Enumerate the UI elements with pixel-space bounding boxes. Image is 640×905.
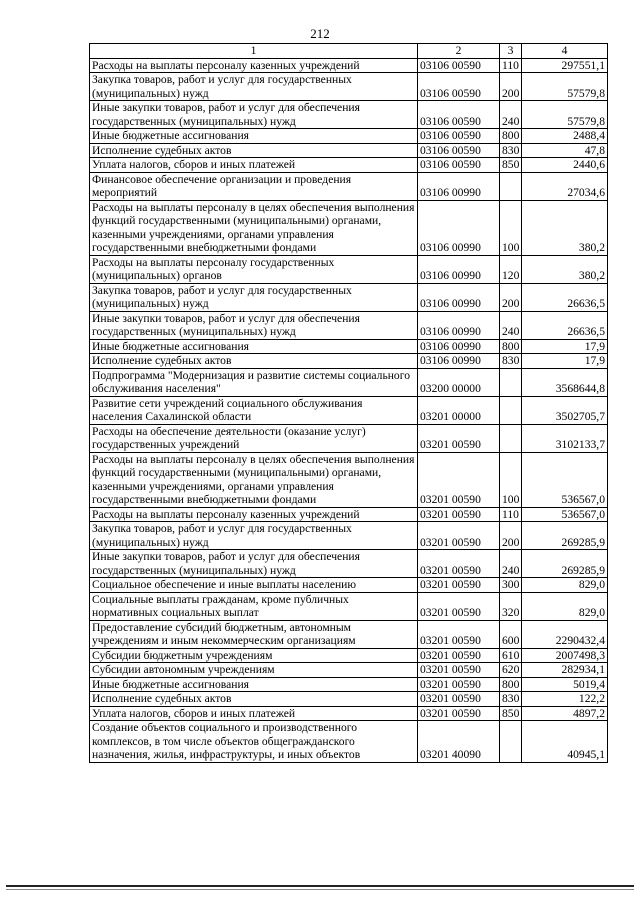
row-vr: 600	[500, 620, 522, 648]
row-amount: 17,9	[522, 339, 608, 354]
row-amount: 829,0	[522, 592, 608, 620]
row-vr	[500, 172, 522, 200]
row-name: Расходы на выплаты персоналу в целях обеспечения выполнения функций государственными (муниципальными) органами, казенными учреждениями, органами управления государственными внебюджетными фондами	[90, 452, 418, 507]
row-amount: 2488,4	[522, 129, 608, 144]
row-code: 03201 00590	[418, 663, 500, 678]
row-code: 03106 00990	[418, 354, 500, 369]
row-code: 03201 00590	[418, 648, 500, 663]
row-vr	[500, 721, 522, 763]
row-amount: 2440,6	[522, 158, 608, 173]
table-row	[90, 158, 608, 173]
row-amount: 380,2	[522, 200, 608, 255]
row-vr: 240	[500, 311, 522, 339]
row-vr: 620	[500, 663, 522, 678]
row-code: 03201 00590	[418, 677, 500, 692]
row-code: 03106 00590	[418, 129, 500, 144]
row-vr: 850	[500, 158, 522, 173]
row-code: 03106 00990	[418, 283, 500, 311]
row-name: Субсидии автономным учреждениям	[90, 663, 418, 678]
row-name: Иные бюджетные ассигнования	[90, 339, 418, 354]
bottom-rule	[6, 885, 634, 887]
row-name: Расходы на выплаты персоналу государственных (муниципальных) органов	[90, 255, 418, 283]
row-vr: 830	[500, 354, 522, 369]
row-amount: 536567,0	[522, 507, 608, 522]
table-row	[90, 592, 608, 620]
table-row	[90, 311, 608, 339]
row-amount: 47,8	[522, 143, 608, 158]
table-row	[90, 424, 608, 452]
row-name: Расходы на обеспечение деятельности (оказание услуг) государственных учреждений	[90, 424, 418, 452]
row-code: 03201 00590	[418, 692, 500, 707]
row-code: 03106 00590	[418, 58, 500, 73]
row-vr: 200	[500, 522, 522, 550]
row-amount: 26636,5	[522, 283, 608, 311]
column-header-name: 1	[90, 44, 418, 59]
row-amount: 2007498,3	[522, 648, 608, 663]
table-row	[90, 283, 608, 311]
table-row	[90, 255, 608, 283]
row-name: Предоставление субсидий бюджетным, автономным учреждениям и иным некоммерческим организациям	[90, 620, 418, 648]
row-vr	[500, 396, 522, 424]
row-code: 03106 00990	[418, 311, 500, 339]
budget-table	[89, 43, 608, 763]
table-row	[90, 354, 608, 369]
row-amount: 269285,9	[522, 550, 608, 578]
row-code: 03106 00590	[418, 101, 500, 129]
row-vr: 830	[500, 143, 522, 158]
row-code: 03106 00990	[418, 200, 500, 255]
row-amount: 282934,1	[522, 663, 608, 678]
row-name: Исполнение судебных актов	[90, 692, 418, 707]
row-amount: 57579,8	[522, 73, 608, 101]
row-amount: 4897,2	[522, 706, 608, 721]
row-vr: 850	[500, 706, 522, 721]
page-number: 212	[310, 26, 330, 41]
row-code: 03201 00590	[418, 620, 500, 648]
table-row	[90, 368, 608, 396]
table-row	[90, 550, 608, 578]
row-vr: 110	[500, 507, 522, 522]
row-name: Исполнение судебных актов	[90, 354, 418, 369]
table-row	[90, 143, 608, 158]
row-code: 03106 00590	[418, 143, 500, 158]
row-name: Закупка товаров, работ и услуг для государственных (муниципальных) нужд	[90, 283, 418, 311]
table-row	[90, 507, 608, 522]
table-row	[90, 200, 608, 255]
row-amount: 297551,1	[522, 58, 608, 73]
row-amount: 3568644,8	[522, 368, 608, 396]
row-code: 03201 00590	[418, 507, 500, 522]
row-vr: 100	[500, 200, 522, 255]
row-code: 03106 00990	[418, 255, 500, 283]
row-amount: 122,2	[522, 692, 608, 707]
table-row	[90, 578, 608, 593]
row-name: Иные бюджетные ассигнования	[90, 677, 418, 692]
row-vr	[500, 424, 522, 452]
row-amount: 269285,9	[522, 522, 608, 550]
row-amount: 3102133,7	[522, 424, 608, 452]
row-amount: 2290432,4	[522, 620, 608, 648]
row-code: 03200 00000	[418, 368, 500, 396]
row-name: Расходы на выплаты персоналу казенных учреждений	[90, 507, 418, 522]
row-amount: 380,2	[522, 255, 608, 283]
table-header-row	[90, 44, 608, 59]
row-amount: 3502705,7	[522, 396, 608, 424]
row-name: Развитие сети учреждений социального обслуживания населения Сахалинской области	[90, 396, 418, 424]
table-row	[90, 706, 608, 721]
table-row	[90, 339, 608, 354]
row-amount: 26636,5	[522, 311, 608, 339]
row-vr: 200	[500, 73, 522, 101]
row-name: Расходы на выплаты персоналу в целях обеспечения выполнения функций государственными (муниципальными) органами, казенными учреждениями, органами управления государственными внебюджетными фондами	[90, 200, 418, 255]
row-code: 03201 00590	[418, 522, 500, 550]
table-row	[90, 129, 608, 144]
row-name: Закупка товаров, работ и услуг для государственных (муниципальных) нужд	[90, 522, 418, 550]
table-row	[90, 396, 608, 424]
row-vr: 830	[500, 692, 522, 707]
row-amount: 5019,4	[522, 677, 608, 692]
table-row	[90, 101, 608, 129]
row-name: Социальные выплаты гражданам, кроме публичных нормативных социальных выплат	[90, 592, 418, 620]
row-vr: 800	[500, 339, 522, 354]
bottom-rule-thin	[6, 889, 634, 890]
row-name: Уплата налогов, сборов и иных платежей	[90, 158, 418, 173]
row-code: 03106 00990	[418, 339, 500, 354]
row-vr: 610	[500, 648, 522, 663]
row-name: Иные закупки товаров, работ и услуг для обеспечения государственных (муниципальных) нужд	[90, 550, 418, 578]
table-row	[90, 663, 608, 678]
row-vr: 240	[500, 550, 522, 578]
row-amount: 27034,6	[522, 172, 608, 200]
row-name: Иные закупки товаров, работ и услуг для обеспечения государственных (муниципальных) нужд	[90, 101, 418, 129]
row-code: 03201 00590	[418, 550, 500, 578]
table-row	[90, 452, 608, 507]
table-row	[90, 692, 608, 707]
row-amount: 57579,8	[522, 101, 608, 129]
row-vr: 320	[500, 592, 522, 620]
row-amount: 536567,0	[522, 452, 608, 507]
row-code: 03201 40090	[418, 721, 500, 763]
row-name: Иные бюджетные ассигнования	[90, 129, 418, 144]
table-row	[90, 721, 608, 763]
row-name: Финансовое обеспечение организации и проведения мероприятий	[90, 172, 418, 200]
column-header-vr: 3	[500, 44, 522, 59]
row-vr: 100	[500, 452, 522, 507]
row-name: Подпрограмма "Модернизация и развитие системы социального обслуживания населения"	[90, 368, 418, 396]
column-header-amount: 4	[522, 44, 608, 59]
row-vr: 120	[500, 255, 522, 283]
row-code: 03201 00590	[418, 592, 500, 620]
row-code: 03201 00590	[418, 578, 500, 593]
row-name: Создание объектов социального и производственного комплексов, в том числе объектов общегражданского назначения, жилья, инфраструктуры, и иных объектов	[90, 721, 418, 763]
table-row	[90, 58, 608, 73]
row-code: 03201 00590	[418, 452, 500, 507]
row-amount: 829,0	[522, 578, 608, 593]
table-row	[90, 677, 608, 692]
table-row	[90, 172, 608, 200]
row-vr: 200	[500, 283, 522, 311]
table-row	[90, 522, 608, 550]
row-vr: 800	[500, 677, 522, 692]
row-vr	[500, 368, 522, 396]
column-header-code: 2	[418, 44, 500, 59]
row-code: 03106 00590	[418, 73, 500, 101]
row-amount: 40945,1	[522, 721, 608, 763]
row-code: 03106 00590	[418, 158, 500, 173]
row-vr: 110	[500, 58, 522, 73]
row-code: 03106 00990	[418, 172, 500, 200]
row-name: Исполнение судебных актов	[90, 143, 418, 158]
row-vr: 300	[500, 578, 522, 593]
table-row	[90, 648, 608, 663]
table-row	[90, 620, 608, 648]
row-name: Уплата налогов, сборов и иных платежей	[90, 706, 418, 721]
row-vr: 240	[500, 101, 522, 129]
table-row	[90, 73, 608, 101]
row-name: Иные закупки товаров, работ и услуг для обеспечения государственных (муниципальных) нужд	[90, 311, 418, 339]
row-code: 03201 00000	[418, 396, 500, 424]
row-name: Социальное обеспечение и иные выплаты населению	[90, 578, 418, 593]
row-code: 03201 00590	[418, 706, 500, 721]
row-name: Закупка товаров, работ и услуг для государственных (муниципальных) нужд	[90, 73, 418, 101]
row-vr: 800	[500, 129, 522, 144]
row-amount: 17,9	[522, 354, 608, 369]
row-name: Субсидии бюджетным учреждениям	[90, 648, 418, 663]
row-name: Расходы на выплаты персоналу казенных учреждений	[90, 58, 418, 73]
row-code: 03201 00590	[418, 424, 500, 452]
